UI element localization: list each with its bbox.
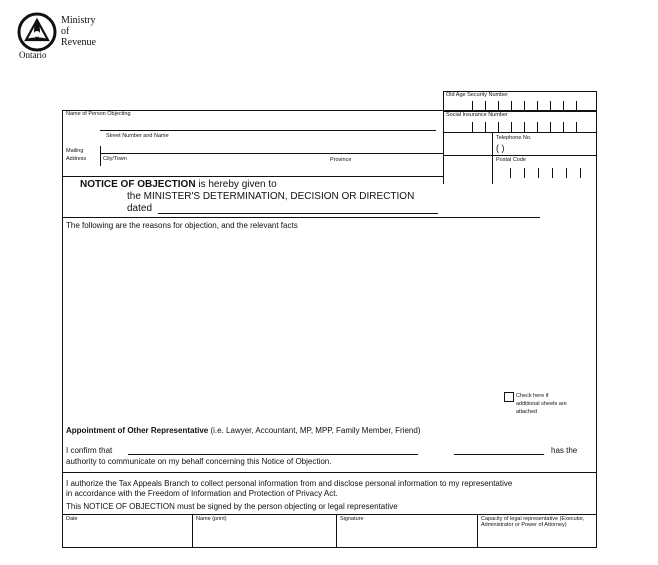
notice-given: is hereby given to [198,179,277,190]
ontario-trillium-logo [17,12,57,52]
representative-heading: Appointment of Other Representative [66,426,209,435]
address-label: Address [66,156,87,162]
authority-text: authority to communicate on my behalf concerning this Notice of Objection. [66,457,332,466]
notice-heading-line [80,179,277,191]
notice-dated-label: dated [127,203,153,214]
representative-extra-field[interactable] [456,443,542,454]
confirm-prefix: I confirm that [66,446,113,455]
capacity-field[interactable] [481,533,593,544]
social-insurance-label: Social Insurance Number [446,112,508,118]
capacity-label: Capacity of legal representative (Executor, Administrator or Power of Attorney) [481,516,585,528]
name-print-label: Name (print) [196,516,227,522]
street-field[interactable] [106,140,440,151]
name-objecting-label: Name of Person Objecting [66,111,131,117]
additional-sheets-line-2: additional sheets are [516,401,567,407]
date-field[interactable] [66,530,188,541]
authorize-text-line-1: I authorize the Tax Appeals Branch to collect personal information from and disclose personal information to my representative [66,479,513,488]
representative-heading-line [66,426,421,435]
ministry-line-1: Ministry [61,15,96,26]
old-age-security-label: Old Age Security Number [446,92,509,98]
province-name: Ontario [19,50,47,60]
name-objecting-field[interactable] [66,118,440,129]
city-label: City/Town [103,156,127,162]
representative-heading-note: (i.e. Lawyer, Accountant, MP, MPP, Family Member, Friend) [210,426,421,435]
postal-code-label: Postal Code [496,157,526,163]
additional-sheets-checkbox[interactable] [504,392,514,402]
additional-sheets-line-1: Check here if [516,393,549,399]
form-right-rule [596,184,597,548]
province-field[interactable] [330,163,438,174]
telephone-area-code: ( ) [496,143,505,153]
mailing-label: Mailing [66,148,84,154]
representative-name-field[interactable] [130,443,416,454]
reasons-label: The following are the reasons for objection, and the relevant facts [66,221,298,230]
telephone-label: Telephone No. [496,135,532,141]
confirm-suffix: has the [551,446,578,455]
signature-label: Signature [340,516,364,522]
city-field[interactable] [103,163,323,174]
street-label: Street Number and Name [106,133,169,139]
ministry-line-2: of [61,26,70,37]
signature-field[interactable] [340,530,473,541]
notice-date-field[interactable] [160,202,436,213]
additional-sheets-line-3: attached [516,409,538,415]
telephone-field[interactable] [528,142,594,153]
date-label: Date [66,516,78,522]
province-label: Province [330,157,352,163]
form-top-rule [62,110,597,111]
notice-title: NOTICE OF OBJECTION [80,179,196,190]
signature-requirement-text: This NOTICE OF OBJECTION must be signed by the person objecting or legal representative [66,502,398,511]
reasons-text-area[interactable] [66,233,590,385]
social-insurance-field[interactable] [446,120,594,131]
ministry-line-3: Revenue [61,37,96,48]
name-print-field[interactable] [196,530,332,541]
notice-subject: the MINISTER'S DETERMINATION, DECISION OR DIRECTION [127,191,415,202]
authorize-text-line-2: in accordance with the Freedom of Information and Protection of Privacy Act. [66,489,338,498]
